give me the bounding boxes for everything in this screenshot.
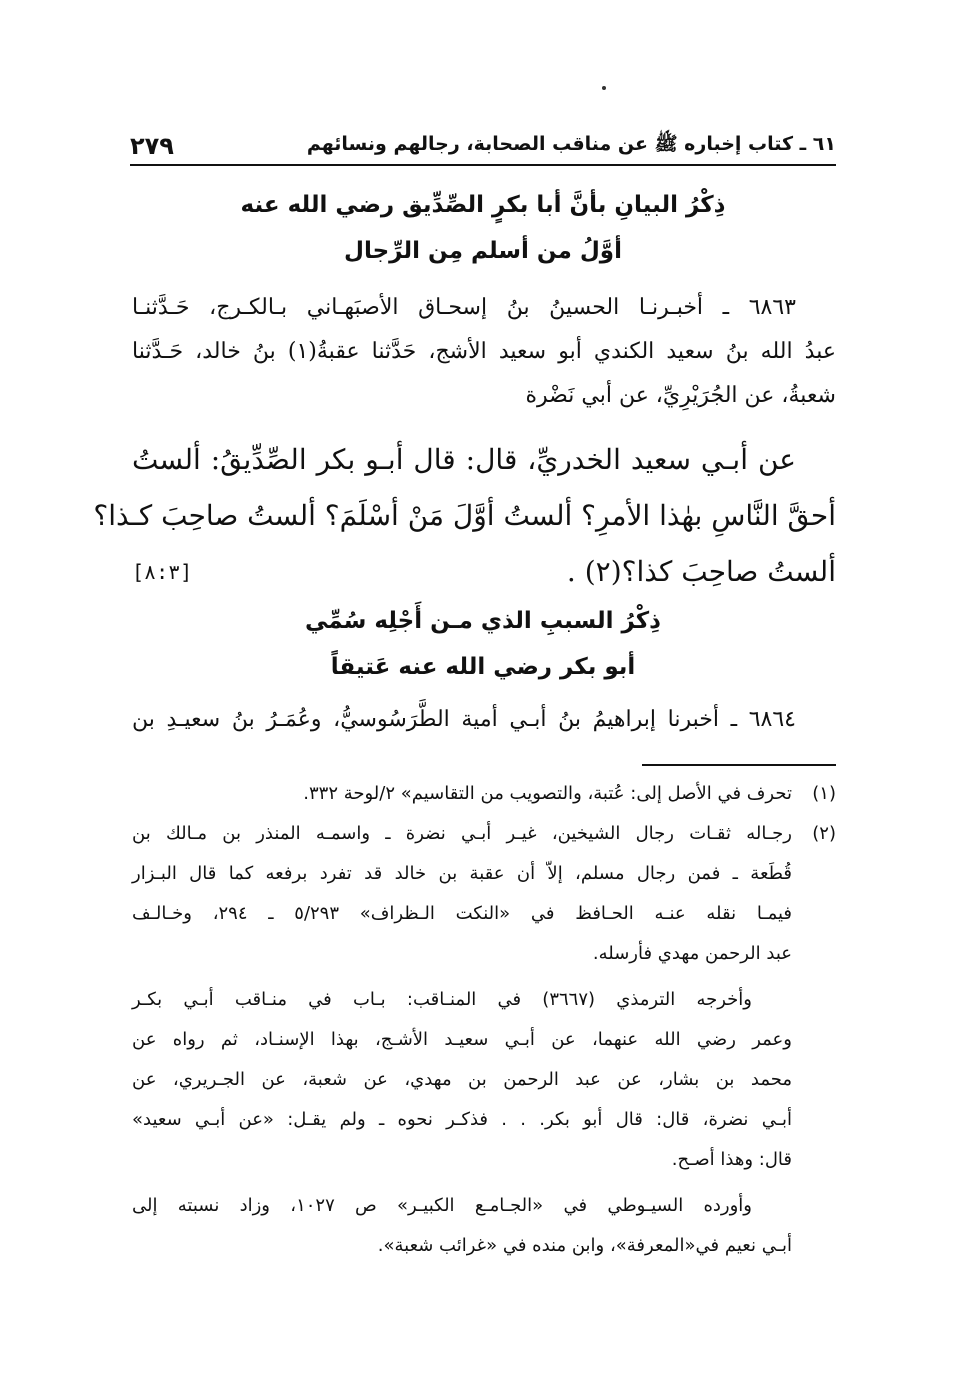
footnote-2 [132,814,836,1266]
footnote-line: عبد الرحمن مهدي فأرسله. [592,943,792,964]
text-line: أحقَّ النَّاسِ بهٰذا الأمرِ؟ ألستُ أوَّلَ مَنْ أسْلَمَ؟ ألستُ صاحِبَ كـذا؟ [93,499,836,532]
text-line: عن أبـي سعيد الخدريِّ، قال: قال أبـو بكر الصِّدِّيقُ: ألستُ [132,443,796,476]
heading-line: أبو بكر رضي الله عنه عَتيقاً [330,654,636,680]
footnote-line: أبـي نضرة، قال: قال أبو بكر. . . فذكـر نحوه ـ ولم يقـل: «عن أبـي سعيد» [132,1109,792,1130]
heading-line: ذِكْرُ البيانِ بأنَّ أبا بكرٍ الصِّدِّيق رضي الله عنه [240,192,726,218]
section-heading-2 [130,598,836,690]
heading-line: ذِكْرُ السببِ الذي مـن أَجْلِه سُمِّي [305,608,661,634]
footnote-line: وأخرجه الترمذي (٣٦٦٧) في المنـاقب: بـاب في منـاقب أبـي بكـر [132,989,752,1010]
section-heading-1 [130,182,836,274]
footnote-line: قال: وهذا أصـح. [671,1149,792,1170]
footnote-number: (٢) [812,823,836,844]
ink-speck [602,86,606,90]
hadith-6863-text [93,432,836,600]
footnote-line: رجـاله ثقـات رجال الشيخين، غيـر أبـي نضرة ـ واسمـه المنذر بن مـالك بن [132,823,792,844]
footnote-line: قُطَعة ـ فمن رجال مسلم، إلاّ أن عقبة بن خالد قد تفرد برفعه كما قال البـزار [132,863,792,884]
footnote-number: (١) [812,783,836,804]
footnote-rule [642,764,836,766]
page-header [130,120,836,160]
header-rule [130,164,836,166]
footnote-line: محمد بن بشار، عن عبد الرحمن بن مهدي، عن شعبة، عن الجـريري، عن [132,1069,792,1090]
hadith-6863-chain [132,286,836,418]
footnotes [132,774,836,1266]
text-line-with-reference [132,544,836,600]
footnote-line: تحرف في الأصل إلى: عُتبة، والتصويب من التقاسيم» ٢/لوحة ٣٣٢. [303,783,792,804]
running-title: ٦١ ـ كتاب إخباره ﷺ عن مناقب الصحابة، رجالهم ونسائهم [306,133,836,155]
hadith-6864-chain [132,698,836,742]
text-line: شعبةُ، عن الجُرَيْرِيِّ، عن أبي نَضْرة [525,383,836,408]
text-line: عبدُ الله بنُ سعيد الكندي أبو سعيد الأشج، حَدَّثنا عقبةُ(١) بنُ خالد، حَـدَّثنا [132,339,836,364]
footnote-paragraph [132,1186,792,1266]
page-number: ٢٧٩ [130,132,174,160]
text-line: ٦٨٦٤ ـ أخبرنا إبراهيمُ بنُ أبـي أمية الطَّرَسُوسيُّ، وعُمَـرُ بنُ سعيـدِ بن [132,707,796,732]
text-line: ٦٨٦٣ ـ أخبـرنـا الحسينُ بنُ إسحـاق الأصبَهـاني بـالكـرج، حَـدَّثنـا [132,295,796,320]
footnote-line: وعمر رضي الله عنهما، عن أبـي سعيـد الأشـج، بهذا الإسنـاد، ثم رواه عن [132,1029,792,1050]
footnote-line: أبـي نعيم في«المعرفة»، وابن منده في «غرائب شعبة». [377,1235,792,1256]
footnote-line: فيمـا نقله عنـه الحـافظ في «النكت الـظراف» ٥/٢٩٣ ـ ٢٩٤، وخـالـف [132,903,793,924]
footnote-1 [132,774,836,814]
footnote-paragraph [132,980,792,1180]
heading-line: أوَّلُ من أسلم مِن الرِّجال [344,238,622,264]
hadith-reference: [٨:٣] [132,560,193,584]
footnote-body [132,814,792,1266]
footnote-body [132,774,792,814]
text-line: ألستُ صاحِبَ كذا؟(٢) . [566,555,836,588]
footnote-line: وأورده السيـوطي في «الجـامـع الكبيـر» ص ١٠٢٧، وزاد نسبته إلى [132,1195,752,1216]
